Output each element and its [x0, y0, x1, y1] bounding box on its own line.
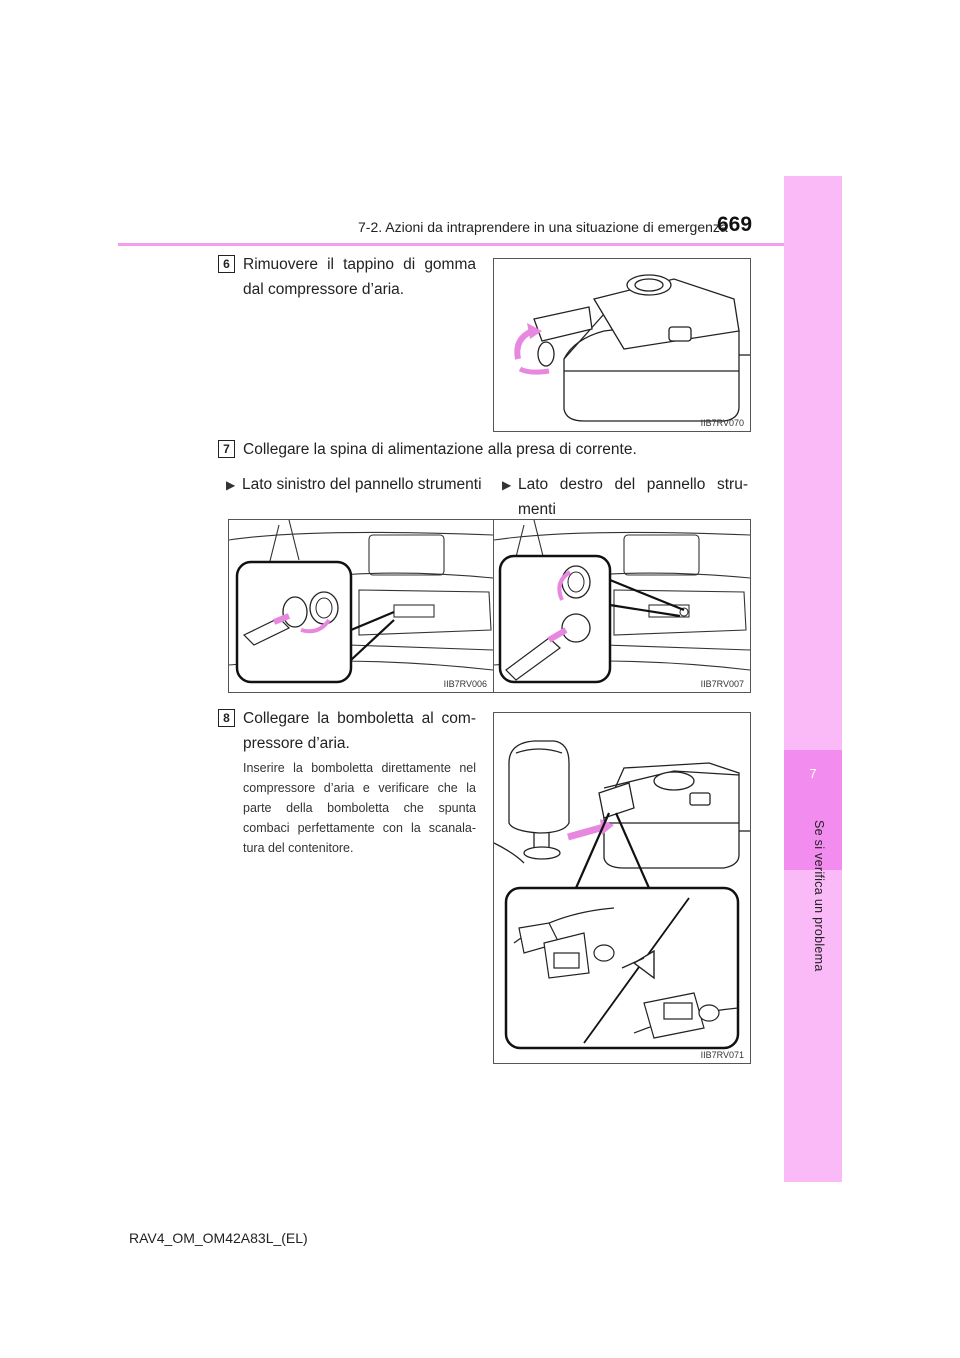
- page-number: 669: [717, 213, 753, 236]
- figure-code: IIB7RV007: [700, 679, 744, 689]
- figure-left-outlet: [228, 519, 494, 693]
- chapter-title: Se si verifica un problema: [812, 820, 826, 972]
- chapter-number: 7: [809, 766, 817, 781]
- dashboard-right-illustration: [494, 520, 750, 692]
- compressor-illustration: [494, 259, 750, 431]
- figure-bottle-compressor: [493, 712, 751, 1064]
- figure-compressor-cap: [493, 258, 751, 432]
- triangle-bullet-icon: ▶: [226, 478, 236, 492]
- header-rule: [118, 243, 784, 246]
- step-badge-8: 8: [218, 709, 235, 727]
- right-panel-label: Lato destro del pannello stru-menti: [518, 476, 748, 518]
- triangle-bullet-icon: ▶: [502, 478, 512, 492]
- step-8-note: Inserire la bomboletta direttamente nel compressore d’aria e verificare che la parte della bomboletta che spunta combaci perfettamente con la scanala-tura del contenitore.: [243, 761, 476, 855]
- step-8-text: Collegare la bomboletta al com-pressore d’aria.: [243, 710, 476, 752]
- dashboard-left-illustration: [229, 520, 493, 692]
- section-title: 7-2. Azioni da intraprendere in una situazione di emergenza: [358, 219, 728, 235]
- step-badge-7: 7: [218, 440, 235, 458]
- step-badge-6: 6: [218, 255, 235, 273]
- step-7-text: Collegare la spina di alimentazione alla presa di corrente.: [243, 441, 637, 458]
- figure-code: IIB7RV006: [443, 679, 487, 689]
- figure-code: IIB7RV071: [700, 1050, 744, 1060]
- document-code: RAV4_OM_OM42A83L_(EL): [129, 1230, 308, 1246]
- figure-right-outlet: [493, 519, 751, 693]
- left-panel-label: Lato sinistro del pannello strumenti: [242, 476, 482, 493]
- step-6-text: Rimuovere il tappino di gomma dal compressore d’aria.: [243, 256, 476, 298]
- figure-code: IIB7RV070: [700, 418, 744, 428]
- bottle-compressor-illustration: [494, 713, 750, 1063]
